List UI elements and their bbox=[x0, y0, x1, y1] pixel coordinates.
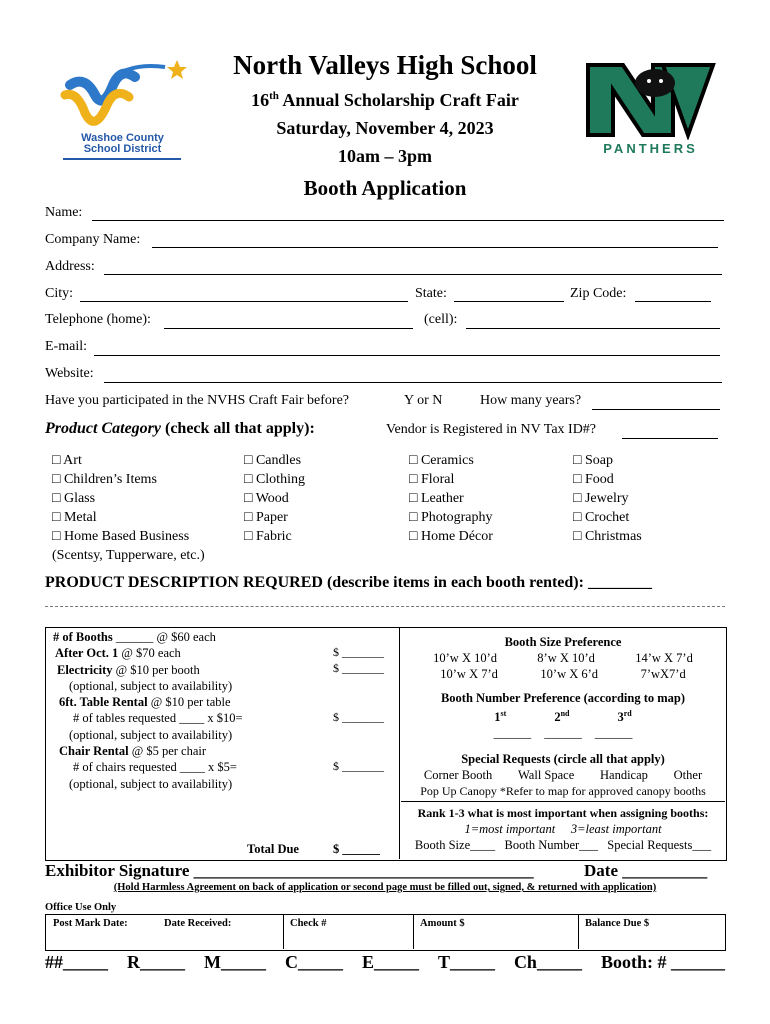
code-field[interactable]: M_____ bbox=[203, 952, 266, 972]
product-description-heading: PRODUCT DESCRIPTION REQURED (describe items in each booth rented): ________ bbox=[45, 574, 652, 591]
fair-title: 16th Annual Scholarship Craft Fair bbox=[251, 90, 519, 110]
booth-size-row-2 bbox=[401, 666, 725, 682]
office-divider bbox=[283, 914, 284, 949]
category-checkbox[interactable]: □ Paper bbox=[244, 510, 288, 525]
district-logo-text-1: Washoe County bbox=[81, 132, 164, 144]
category-checkbox[interactable]: □ Christmas bbox=[573, 529, 642, 544]
category-checkbox[interactable]: □ Metal bbox=[52, 510, 97, 525]
footer-codes bbox=[45, 952, 725, 973]
code-field[interactable]: T_____ bbox=[437, 952, 495, 972]
product-category-heading: Product Category (check all that apply): bbox=[45, 420, 315, 437]
code-field[interactable]: R_____ bbox=[126, 952, 185, 972]
table-rental-line: 6ft. Table Rental @ $10 per table bbox=[59, 695, 231, 710]
company-field[interactable] bbox=[152, 247, 718, 248]
booth-number-lines[interactable]: ______ ______ ______ bbox=[493, 726, 633, 741]
vendor-registered-label: Vendor is Registered in NV Tax ID#? bbox=[386, 422, 597, 437]
category-checkbox[interactable]: □ Food bbox=[573, 472, 614, 487]
code-field[interactable]: E_____ bbox=[361, 952, 419, 972]
email-label: E-mail: bbox=[45, 339, 87, 354]
state-label: State: bbox=[415, 286, 447, 301]
special-option[interactable]: Corner Booth bbox=[423, 768, 493, 783]
cell-field[interactable] bbox=[466, 328, 720, 329]
category-checkbox[interactable]: (Scentsy, Tupperware, etc.) bbox=[52, 548, 205, 563]
panthers-logo-icon bbox=[583, 55, 718, 140]
category-checkbox[interactable]: □ Ceramics bbox=[409, 453, 474, 468]
rank-divider bbox=[401, 801, 725, 802]
special-requests-row-1 bbox=[401, 767, 725, 783]
category-checkbox[interactable]: □ Wood bbox=[244, 491, 289, 506]
panthers-logo-text: PANTHERS bbox=[603, 141, 698, 156]
panthers-logo bbox=[583, 55, 718, 160]
optional-note: (optional, subject to availability) bbox=[69, 678, 233, 693]
special-requests-title: Special Requests (circle all that apply) bbox=[461, 752, 665, 767]
category-checkbox[interactable]: □ Floral bbox=[409, 472, 455, 487]
city-field[interactable] bbox=[80, 301, 408, 302]
telephone-field[interactable] bbox=[164, 328, 413, 329]
website-field[interactable] bbox=[104, 382, 722, 383]
years-field[interactable] bbox=[592, 409, 720, 410]
category-checkbox[interactable]: □ Home Décor bbox=[409, 529, 493, 544]
telephone-label: Telephone (home): bbox=[45, 312, 151, 327]
rank-section bbox=[401, 805, 725, 853]
special-option[interactable]: Wall Space bbox=[518, 768, 575, 783]
size-option[interactable]: 10’w X 7’d bbox=[440, 667, 498, 681]
special-option[interactable]: Other bbox=[673, 768, 703, 783]
participated-question: Have you participated in the NVHS Craft Fair before? bbox=[45, 393, 350, 408]
booth-number-ordinals: 1st 2nd 3rd bbox=[494, 709, 632, 725]
signature-date-field[interactable]: Date __________ bbox=[584, 861, 708, 880]
category-checkbox[interactable]: □ Photography bbox=[409, 510, 493, 525]
size-option[interactable]: 10’w X 10’d bbox=[433, 651, 498, 665]
category-checkbox[interactable]: □ Home Based Business bbox=[52, 529, 190, 544]
total-due-amount[interactable]: $ ______ bbox=[333, 842, 380, 856]
zip-label: Zip Code: bbox=[570, 286, 627, 301]
balance-due-label: Balance Due $ bbox=[585, 918, 650, 929]
office-divider bbox=[578, 914, 579, 949]
chairs-amount[interactable]: $ _______ bbox=[333, 759, 384, 773]
category-checkbox[interactable]: □ Leather bbox=[409, 491, 464, 506]
school-name: North Valleys High School bbox=[233, 50, 537, 80]
category-checkbox[interactable]: □ Candles bbox=[244, 453, 302, 468]
years-label: How many years? bbox=[480, 393, 582, 408]
category-checkbox[interactable]: □ Clothing bbox=[244, 472, 305, 487]
address-field[interactable] bbox=[104, 274, 722, 275]
form-title: Booth Application bbox=[303, 176, 467, 200]
size-option[interactable]: 14’w X 7’d bbox=[635, 651, 693, 665]
fees-section bbox=[53, 629, 243, 792]
category-checkbox[interactable]: □ Crochet bbox=[573, 510, 630, 525]
rank-title: Rank 1-3 what is most important when assigning booths: bbox=[417, 806, 709, 820]
post-mark-date-label: Post Mark Date: bbox=[53, 918, 128, 929]
rank-items[interactable]: Booth Size____ Booth Number___ Special Requests___ bbox=[414, 838, 712, 852]
yes-no-option[interactable]: Y or N bbox=[404, 393, 443, 408]
company-label: Company Name: bbox=[45, 232, 141, 247]
hold-harmless-note: (Hold Harmless Agreement on back of application or second page must be filled out, signed, & returned with application) bbox=[113, 882, 657, 893]
email-field[interactable] bbox=[94, 355, 720, 356]
check-number-label: Check # bbox=[290, 918, 327, 929]
district-logo-text-2: School District bbox=[83, 143, 162, 155]
booth-number-title: Booth Number Preference (according to map) bbox=[440, 691, 686, 705]
name-label: Name: bbox=[45, 205, 83, 220]
office-divider bbox=[413, 914, 414, 949]
chairs-requested-line[interactable]: # of chairs requested ____ x $5= bbox=[73, 760, 237, 775]
exhibitor-signature-field[interactable]: Exhibitor Signature ________________________________________ bbox=[45, 861, 534, 880]
amount-label: Amount $ bbox=[420, 918, 465, 929]
fair-date: Saturday, November 4, 2023 bbox=[276, 118, 494, 138]
category-checkbox[interactable]: □ Glass bbox=[52, 491, 96, 506]
category-checkbox[interactable]: □ Jewelry bbox=[573, 491, 629, 506]
code-field[interactable]: C_____ bbox=[284, 952, 343, 972]
booth-amount[interactable]: $ _______ bbox=[333, 645, 384, 659]
electricity-line: Electricity @ $10 per booth bbox=[57, 662, 200, 677]
optional-note: (optional, subject to availability) bbox=[69, 727, 233, 742]
special-requests-row-2[interactable]: Pop Up Canopy *Refer to map for approved canopy booths bbox=[420, 784, 706, 799]
website-label: Website: bbox=[45, 366, 94, 381]
booth-size-row-1 bbox=[401, 650, 725, 666]
chair-rental-line: Chair Rental @ $5 per chair bbox=[59, 744, 207, 759]
after-oct-line: After Oct. 1 @ $70 each bbox=[55, 646, 181, 661]
code-field[interactable]: ##_____ bbox=[45, 952, 108, 972]
electricity-amount[interactable]: $ _______ bbox=[333, 661, 384, 675]
name-field[interactable] bbox=[92, 220, 724, 221]
fair-time: 10am – 3pm bbox=[338, 146, 432, 166]
zip-field[interactable] bbox=[635, 301, 711, 302]
booth-number-field[interactable]: Booth: # ______ bbox=[600, 952, 725, 972]
district-logo-icon bbox=[55, 55, 190, 135]
size-option[interactable]: 8’w X 10’d bbox=[537, 651, 595, 665]
state-field[interactable] bbox=[454, 301, 564, 302]
office-use-title: Office Use Only bbox=[45, 902, 117, 913]
booth-size-title: Booth Size Preference bbox=[504, 635, 622, 649]
tables-amount[interactable]: $ _______ bbox=[333, 710, 384, 724]
cell-label: (cell): bbox=[424, 312, 458, 327]
description-line[interactable] bbox=[45, 606, 725, 607]
booth-info-divider bbox=[399, 627, 400, 859]
vendor-tax-id-field[interactable] bbox=[622, 438, 718, 439]
size-option[interactable]: 10’w X 6’d bbox=[540, 667, 599, 681]
district-logo bbox=[55, 55, 190, 165]
optional-note: (optional, subject to availability) bbox=[69, 776, 233, 791]
address-label: Address: bbox=[45, 259, 95, 274]
category-checkbox[interactable]: □ Fabric bbox=[244, 529, 292, 544]
booths-line[interactable]: # of Booths ______ @ $60 each bbox=[53, 630, 216, 644]
special-option[interactable]: Handicap bbox=[600, 768, 648, 783]
date-received-label: Date Received: bbox=[164, 918, 232, 929]
tables-requested-line[interactable]: # of tables requested ____ x $10= bbox=[73, 711, 243, 726]
rank-legend: 1=most important 3=least important bbox=[464, 822, 662, 836]
category-checkbox[interactable]: □ Children’s Items bbox=[52, 472, 157, 487]
city-label: City: bbox=[45, 286, 74, 301]
booth-preferences bbox=[401, 634, 725, 799]
total-due-label: Total Due bbox=[247, 842, 299, 856]
category-checkbox[interactable]: □ Soap bbox=[573, 453, 613, 468]
category-checkbox[interactable]: □ Art bbox=[52, 453, 82, 468]
size-option[interactable]: 7’wX7’d bbox=[640, 667, 686, 681]
code-field[interactable]: Ch_____ bbox=[513, 952, 582, 972]
